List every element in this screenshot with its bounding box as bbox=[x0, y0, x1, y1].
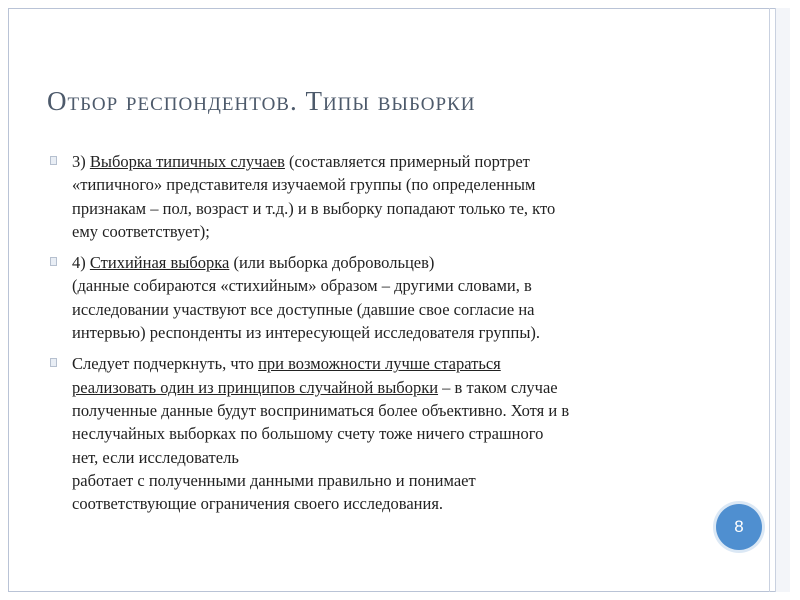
underlined-text: реализовать один из принципов случайной выборки bbox=[72, 377, 439, 397]
bullet-text: (данные собираются «стихийным» образом – другими словами, в bbox=[72, 276, 532, 296]
bullet-text: Следует подчеркнуть, что bbox=[72, 354, 259, 374]
bullet-list bbox=[50, 150, 722, 523]
bullet-marker-icon bbox=[50, 156, 57, 165]
bullet-text: «типичного» представителя изучаемой группы (по определенным bbox=[72, 175, 536, 195]
bullet-item bbox=[50, 352, 722, 515]
bullet-text: нет, если исследователь bbox=[72, 447, 239, 467]
bullet-text: соответствующие ограничения своего исследования. bbox=[72, 494, 444, 514]
bullet-text: исследовании участвуют все доступные (давшие свое согласие на bbox=[72, 299, 535, 319]
slide-title: Отбор респондентов. Типы выборки bbox=[47, 86, 476, 116]
bullet-text: – в таком случае bbox=[438, 377, 558, 397]
bullet-text: 3) bbox=[72, 152, 90, 171]
page-number: 8 bbox=[734, 517, 744, 536]
bullet-item bbox=[50, 251, 722, 344]
bullet-text: (составляется примерный портрет bbox=[284, 152, 530, 171]
bullet-text: работает с полученными данными правильно и понимает bbox=[72, 470, 476, 490]
slide-side-band bbox=[775, 8, 790, 592]
bullet-text: признакам – пол, возраст и т.д.) и в выборку попадают только те, кто bbox=[72, 198, 556, 218]
underlined-text: Выборка типичных случаев bbox=[89, 152, 285, 171]
bullet-text: ему соответствует); bbox=[72, 221, 210, 241]
bullet-text: интервью) респонденты из интересующей исследователя группы). bbox=[72, 323, 541, 343]
bullet-text: полученные данные будут восприниматься более объективно. Хотя и в bbox=[72, 400, 570, 420]
bullet-text: неслучайных выборках по большому счету тоже ничего страшного bbox=[72, 424, 544, 444]
underlined-text: Стихийная выборка bbox=[89, 253, 230, 273]
bullet-text: 4) bbox=[72, 253, 90, 273]
bullet-item bbox=[50, 150, 722, 243]
page-number-badge bbox=[716, 504, 762, 550]
bullet-text: (или выборка добровольцев) bbox=[229, 253, 435, 273]
bullet-marker-icon bbox=[50, 358, 57, 367]
slide-side-line bbox=[769, 8, 770, 592]
bullet-marker-icon bbox=[50, 257, 57, 266]
underlined-text: при возможности лучше стараться bbox=[258, 354, 501, 374]
